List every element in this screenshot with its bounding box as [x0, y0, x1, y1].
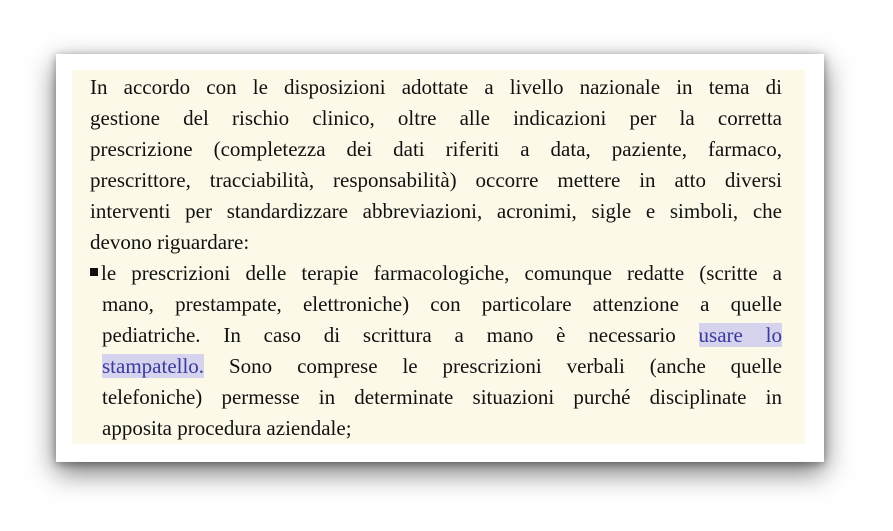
paragraph-line-1: In accordo con le disposizioni adottate a livello nazionale in tema di — [90, 75, 782, 99]
text-highlight: stampatello. — [102, 354, 205, 378]
paragraph-line-5: interventi per standardizzare abbreviazioni, acronimi, sigle e simboli, che — [90, 199, 782, 223]
paragraph-line-4: prescrittore, tracciabilità, responsabilità) occorre mettere in atto diversi — [90, 168, 782, 192]
document-text — [90, 72, 782, 444]
bullet-item-line-3 — [90, 320, 782, 351]
paragraph-line-6: devono riguardare: — [90, 230, 250, 254]
bullet-item-line-5: telefoniche) permesse in determinate situazioni purché disciplinate in — [102, 385, 782, 409]
bullet-item-line-1 — [90, 258, 782, 289]
document-frame — [56, 54, 824, 462]
highlighted-note — [72, 70, 805, 444]
bullet-item-line-2: mano, prestampate, elettroniche) con particolare attenzione a quelle — [102, 292, 782, 316]
paragraph-line-3: prescrizione (completezza dei dati riferiti a data, paziente, farmaco, — [90, 137, 782, 161]
paragraph-line-2: gestione del rischio clinico, oltre alle indicazioni per la corretta — [90, 106, 782, 130]
bullet-item-line-4 — [90, 351, 782, 382]
bullet-square-icon — [90, 268, 98, 276]
bullet-item-line-6: apposita procedura aziendale; — [102, 416, 352, 440]
bullet-text-4: Sono comprese le prescrizioni verbali (anche quelle — [204, 354, 782, 378]
bullet-text-3: pediatriche. In caso di scrittura a mano è necessario — [102, 323, 699, 347]
bullet-text-1: le prescrizioni delle terapie farmacologiche, comunque redatte (scritte a — [101, 261, 782, 285]
text-highlight: usare lo — [698, 323, 782, 347]
